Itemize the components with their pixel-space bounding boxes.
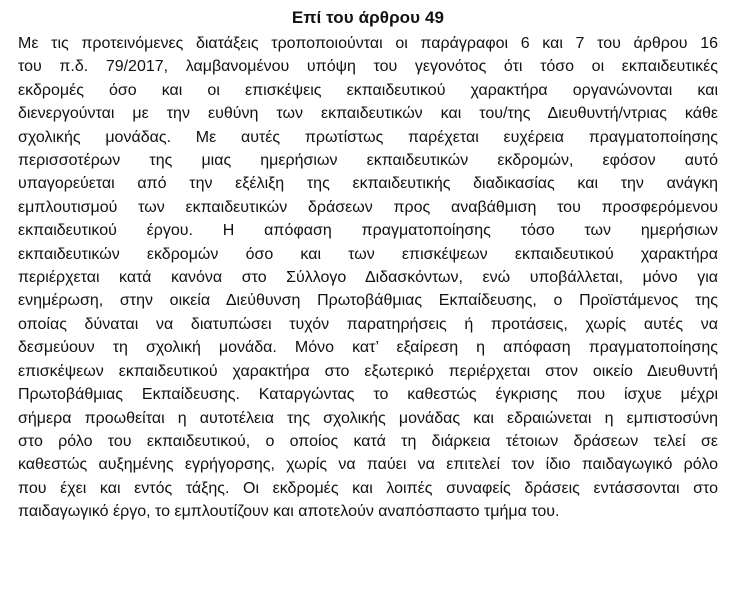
text-line: υπαγορεύεται από την εξέλιξη της εκπαιδευτικής διαδικασίας και την ανάγκη: [18, 175, 718, 193]
article-paragraph: [18, 32, 718, 524]
text-line: σχολικής μονάδας. Με αυτές πρωτίστως παρέχεται ευχέρεια πραγματοποίησης: [18, 128, 718, 146]
text-line: παιδαγωγικό έργο, το εμπλουτίζουν και αποτελούν αναπόσπαστο τμήμα του.: [18, 503, 560, 521]
text-line: Πρωτοβάθμιας Εκπαίδευσης. Καταργώντας το καθεστώς έγκρισης που ίσχυε μέχρι: [18, 386, 718, 404]
text-line: δεσμεύουν τη σχολική μονάδα. Μόνο κατ’ εξαίρεση η απόφαση πραγματοποίησης: [18, 339, 718, 357]
text-line: στο ρόλο του εκπαιδευτικού, ο οποίος κατά τη διάρκεια τέτοιων δράσεων τελεί σε: [18, 432, 718, 450]
text-line: Με τις προτεινόμενες διατάξεις τροποποιούνται οι παράγραφοι 6 και 7 του άρθρου 16: [18, 35, 718, 52]
text-line: περιέρχεται κατά κανόνα στο Σύλλογο Διδασκόντων, ενώ υποβάλλεται, μόνο για: [18, 269, 718, 287]
text-line: του π.δ. 79/2017, λαμβανομένου υπόψη του γεγονότος ότι τόσο οι εκπαιδευτικές: [18, 58, 718, 76]
text-line: επισκέψεων εκπαιδευτικού χαρακτήρα στο εξωτερικό περιέρχεται στον οικείο Διευθυντή: [18, 362, 718, 380]
text-line: καθεστώς αυξημένης εγρήγορσης, χωρίς να παύει να επιτελεί τον ίδιο παιδαγωγικό ρόλο: [18, 456, 718, 474]
text-line: ενημέρωση, στην οικεία Διεύθυνση Πρωτοβάθμιας Εκπαίδευσης, ο Προϊστάμενος της: [18, 292, 718, 310]
text-line: περισσοτέρων της μιας ημερήσιων εκπαιδευτικών εκδρομών, εφόσον αυτό: [18, 152, 718, 170]
text-line: εκδρομές όσο και οι επισκέψεις εκπαιδευτικού χαρακτήρα οργανώνονται και: [18, 81, 718, 99]
text-line: οποίας δύναται να διατυπώσει τυχόν παρατηρήσεις ή προτάσεις, χωρίς αυτές να: [18, 315, 718, 333]
text-line: διενεργούνται με την ευθύνη των εκπαιδευτικών και του/της Διευθυντή/ντριας κάθε: [18, 105, 718, 123]
text-line: εκπαιδευτικών εκδρομών όσο και των επισκέψεων εκπαιδευτικού χαρακτήρα: [18, 245, 718, 263]
text-line: που έχει και εντός τάξης. Οι εκδρομές και λοιπές συναφείς δράσεις εντάσσονται στο: [18, 479, 718, 497]
article-heading: Επί του άρθρου 49: [291, 8, 445, 27]
text-line: εμπλουτισμού των εκπαιδευτικών δράσεων προς αναβάθμιση του προσφερόμενου: [18, 198, 718, 216]
text-line: εκπαιδευτικού έργου. Η απόφαση πραγματοποίησης τόσο των ημερήσιων: [18, 222, 718, 240]
document-page: [18, 6, 718, 524]
text-line: σήμερα προωθείται η αυτοτέλεια της σχολικής μονάδας και εδραιώνεται η εμπιστοσύνη: [18, 409, 718, 427]
